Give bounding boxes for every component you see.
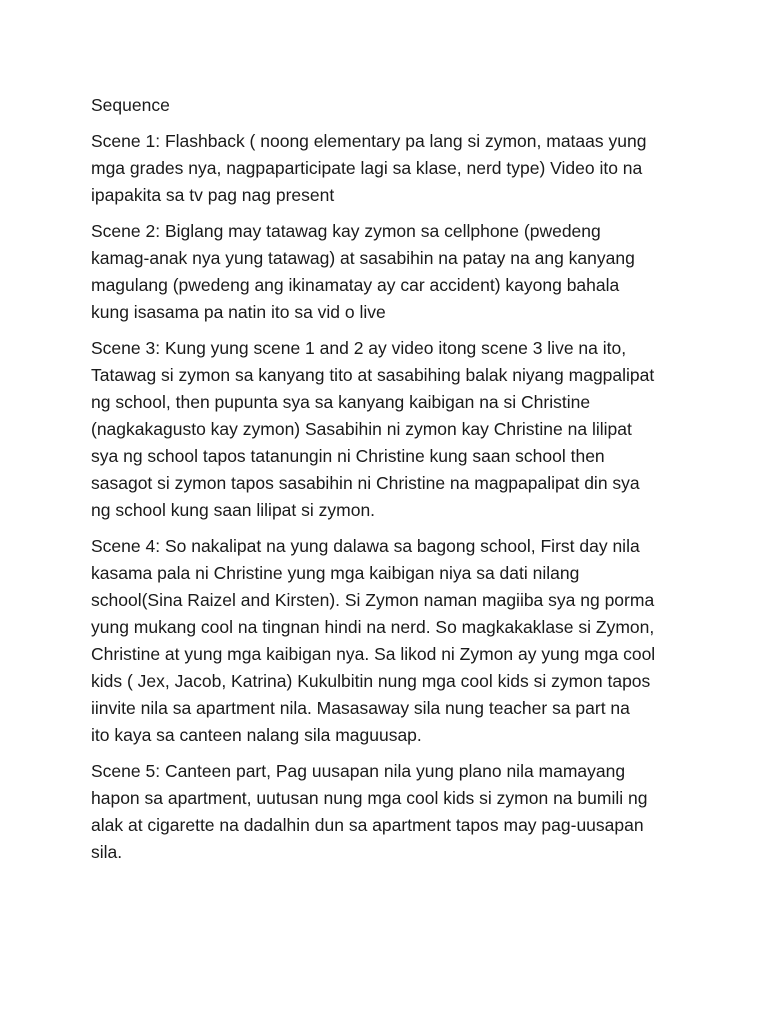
text-line: magulang (pwedeng ang ikinamatay ay car accident) kayong bahala [91, 275, 620, 295]
text-line: alak at cigarette na dadalhin dun sa apartment tapos may pag-uusapan [91, 815, 644, 835]
text-line: sasagot si zymon tapos sasabihin ni Christine na magpapalipat din sya [91, 473, 640, 493]
title-text: Sequence [91, 95, 170, 115]
text-line: mga grades nya, nagpaparticipate lagi sa klase, nerd type) Video ito na [91, 158, 643, 178]
scene-paragraph-3 [91, 335, 691, 524]
scene-paragraph-5 [91, 758, 691, 866]
document-body [91, 92, 691, 875]
text-line: sya ng school tapos tatanungin ni Christine kung saan school then [91, 446, 605, 466]
text-line: Scene 3: Kung yung scene 1 and 2 ay video itong scene 3 live na ito, [91, 338, 627, 358]
text-line: sila. [91, 842, 123, 862]
text-line: ng school, then pupunta sya sa kanyang kaibigan na si Christine [91, 392, 591, 412]
text-line: kamag-anak nya yung tatawag) at sasabihin na patay na ang kanyang [91, 248, 635, 268]
text-line: Scene 1: Flashback ( noong elementary pa lang si zymon, mataas yung [91, 131, 647, 151]
document-title [91, 92, 691, 119]
text-line: Christine at yung mga kaibigan nya. Sa likod ni Zymon ay yung mga cool [91, 644, 656, 664]
text-line: Scene 2: Biglang may tatawag kay zymon sa cellphone (pwedeng [91, 221, 601, 241]
text-line: kasama pala ni Christine yung mga kaibigan niya sa dati nilang [91, 563, 580, 583]
text-line: ng school kung saan lilipat si zymon. [91, 500, 376, 520]
text-line: school(Sina Raizel and Kirsten). Si Zymon naman magiiba sya ng porma [91, 590, 655, 610]
text-line: yung mukang cool na tingnan hindi na nerd. So magkakaklase si Zymon, [91, 617, 655, 637]
text-line: Tatawag si zymon sa kanyang tito at sasabihing balak niyang magpalipat [91, 365, 655, 385]
scene-paragraph-4 [91, 533, 691, 749]
text-line: hapon sa apartment, uutusan nung mga cool kids si zymon na bumili ng [91, 788, 648, 808]
text-line: Scene 5: Canteen part, Pag uusapan nila yung plano nila mamayang [91, 761, 626, 781]
text-line: kung isasama pa natin ito sa vid o live [91, 302, 386, 322]
text-line: iinvite nila sa apartment nila. Masasaway sila nung teacher sa part na [91, 698, 630, 718]
scene-paragraph-1 [91, 128, 691, 209]
scene-paragraph-2 [91, 218, 691, 326]
text-line: ito kaya sa canteen nalang sila maguusap. [91, 725, 422, 745]
text-line: ipapakita sa tv pag nag present [91, 185, 335, 205]
text-line: Scene 4: So nakalipat na yung dalawa sa bagong school, First day nila [91, 536, 640, 556]
scene-list [91, 128, 691, 866]
text-line: (nagkakagusto kay zymon) Sasabihin ni zymon kay Christine na lilipat [91, 419, 632, 439]
text-line: kids ( Jex, Jacob, Katrina) Kukulbitin nung mga cool kids si zymon tapos [91, 671, 651, 691]
